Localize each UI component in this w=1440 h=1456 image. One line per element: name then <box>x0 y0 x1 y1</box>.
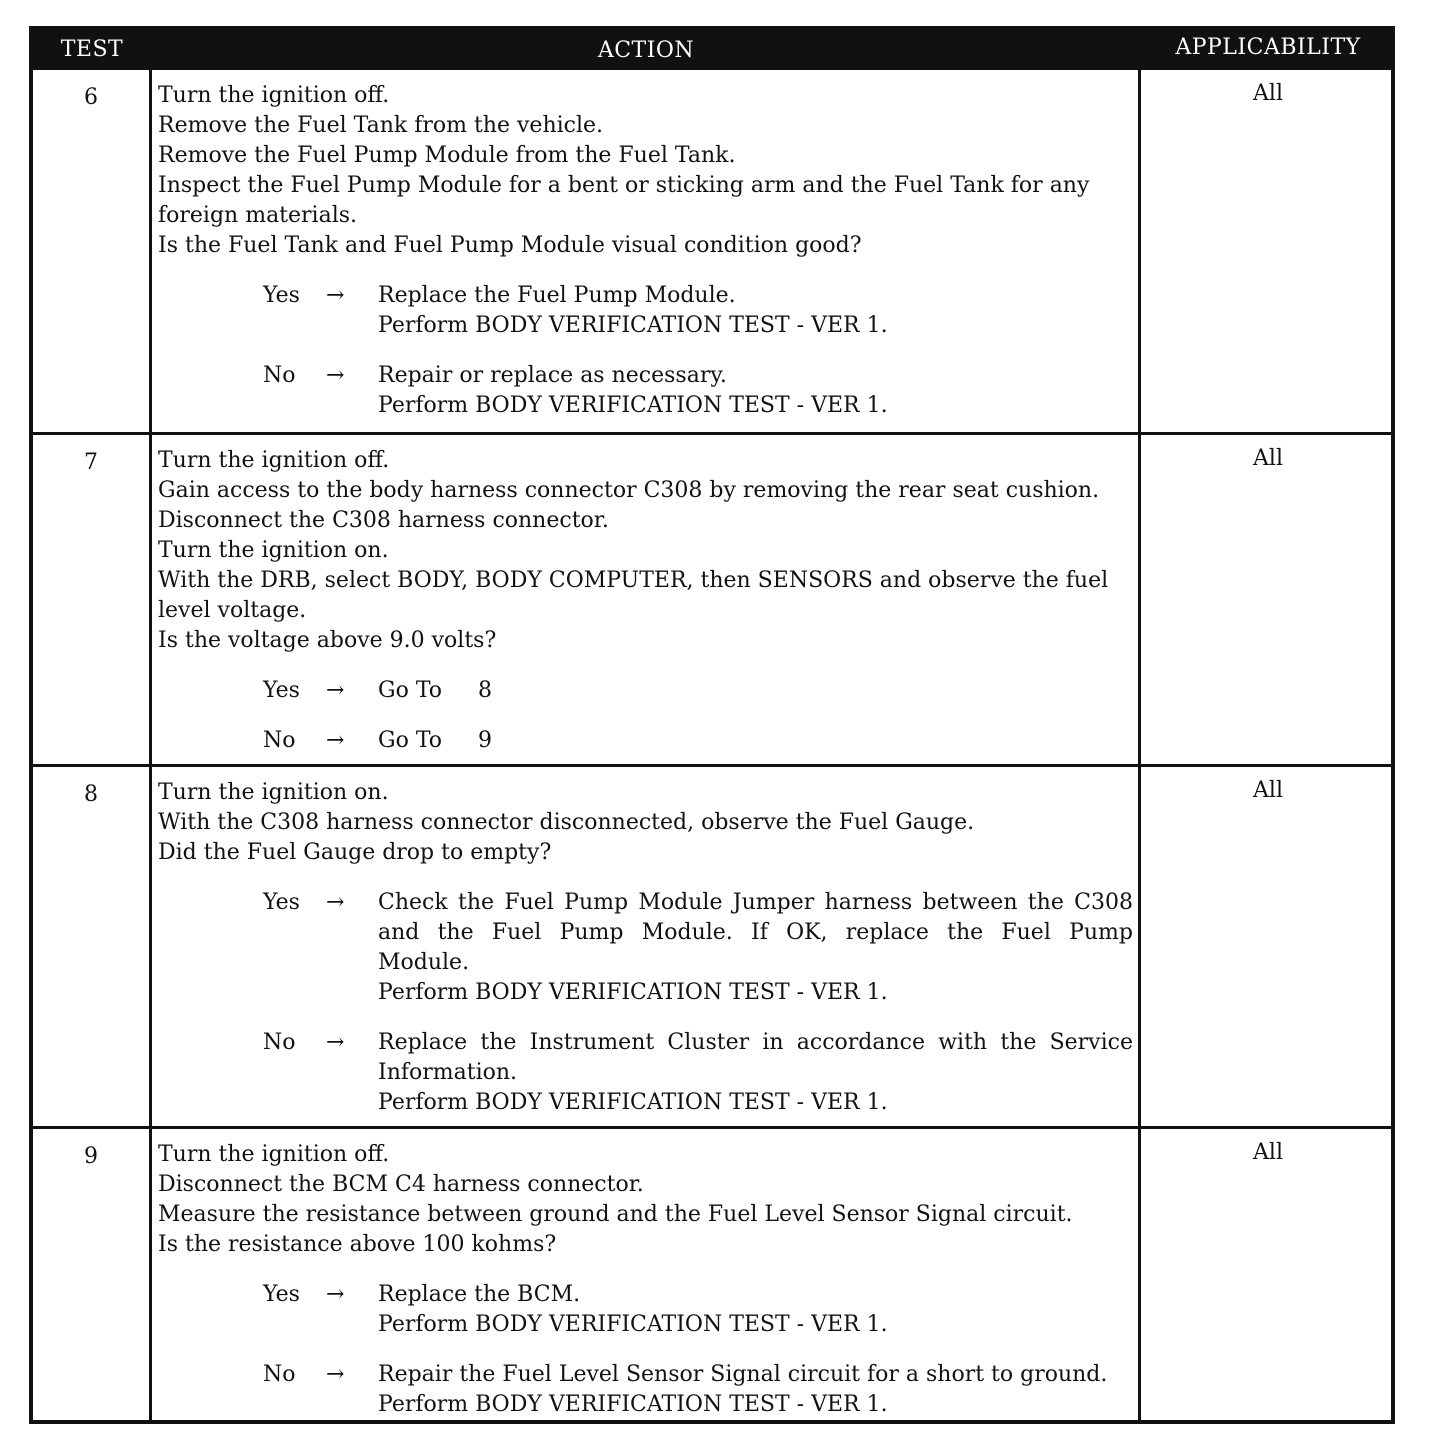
no-branch <box>158 361 1133 421</box>
no-branch <box>158 1028 1133 1118</box>
action-question: Is the Fuel Tank and Fuel Pump Module visual condition good? <box>158 233 862 258</box>
test-number: 8 <box>84 782 98 807</box>
no-action-line: Replace the Instrument Cluster in accordance with the Service <box>378 1030 1133 1055</box>
yes-action-line: Perform BODY VERIFICATION TEST - VER 1. <box>378 980 888 1005</box>
right-arrow-icon: → <box>326 728 345 753</box>
right-arrow-icon: → <box>326 1282 345 1307</box>
action-cell <box>158 446 1133 756</box>
action-step: Disconnect the BCM C4 harness connector. <box>158 1172 644 1197</box>
yes-label: Yes <box>263 678 300 703</box>
no-label: No <box>263 728 296 753</box>
yes-action-line: Check the Fuel Pump Module Jumper harness between the C308 <box>378 890 1133 915</box>
action-step: Measure the resistance between ground and the Fuel Level Sensor Signal circuit. <box>158 1202 1073 1227</box>
diagnostic-table <box>29 26 1395 1424</box>
no-goto <box>378 726 1133 756</box>
header-test: TEST <box>60 37 124 62</box>
right-arrow-icon: → <box>326 678 345 703</box>
action-step: Remove the Fuel Pump Module from the Fuel Tank. <box>158 143 736 168</box>
yes-action-line: Replace the BCM. <box>378 1282 581 1307</box>
action-step: Turn the ignition on. <box>158 538 389 563</box>
action-step: Inspect the Fuel Pump Module for a bent or sticking arm and the Fuel Tank for any foreign materials. <box>158 173 1090 228</box>
applicability-value: All <box>1253 81 1283 106</box>
test-row-7 <box>33 432 1391 764</box>
yes-branch <box>158 676 1133 706</box>
yes-action-line: Replace the Fuel Pump Module. <box>378 283 736 308</box>
test-row-6 <box>33 70 1391 432</box>
action-step: With the DRB, select BODY, BODY COMPUTER, then SENSORS and observe the fuel level voltage. <box>158 568 1109 623</box>
no-action-line: Perform BODY VERIFICATION TEST - VER 1. <box>378 393 888 418</box>
no-label: No <box>263 1030 296 1055</box>
test-row-8 <box>33 764 1391 1126</box>
table-header <box>33 30 1391 70</box>
right-arrow-icon: → <box>326 283 345 308</box>
action-step: Turn the ignition off. <box>158 1142 390 1167</box>
no-action-line: Repair or replace as necessary. <box>378 363 727 388</box>
action-cell <box>158 1140 1133 1420</box>
action-step: Remove the Fuel Tank from the vehicle. <box>158 113 604 138</box>
action-step: Turn the ignition off. <box>158 83 390 108</box>
yes-action-line: Perform BODY VERIFICATION TEST - VER 1. <box>378 313 888 338</box>
test-row-9 <box>33 1126 1391 1424</box>
yes-label: Yes <box>263 283 300 308</box>
yes-branch <box>158 281 1133 341</box>
no-action-line: Information. <box>378 1060 518 1085</box>
goto-target: 8 <box>478 678 492 703</box>
no-action-line: Perform BODY VERIFICATION TEST - VER 1. <box>378 1392 888 1417</box>
no-branch <box>158 726 1133 756</box>
test-number: 9 <box>84 1144 98 1169</box>
applicability-value: All <box>1253 1140 1283 1165</box>
yes-action-line: Perform BODY VERIFICATION TEST - VER 1. <box>378 1312 888 1337</box>
no-action-line: Perform BODY VERIFICATION TEST - VER 1. <box>378 1090 888 1115</box>
header-applicability: APPLICABILITY <box>1175 35 1361 60</box>
goto-label: Go To <box>378 678 443 703</box>
yes-action-line: Module. <box>378 950 470 975</box>
action-step: Disconnect the C308 harness connector. <box>158 508 609 533</box>
no-label: No <box>263 363 296 388</box>
action-question: Is the voltage above 9.0 volts? <box>158 628 497 653</box>
action-step: Turn the ignition on. <box>158 780 389 805</box>
yes-action-line: and the Fuel Pump Module. If OK, replace the Fuel Pump <box>378 920 1133 945</box>
right-arrow-icon: → <box>326 1362 345 1387</box>
goto-target: 9 <box>478 728 492 753</box>
yes-goto <box>378 676 1133 706</box>
right-arrow-icon: → <box>326 363 345 388</box>
right-arrow-icon: → <box>326 1030 345 1055</box>
action-step: Turn the ignition off. <box>158 448 390 473</box>
test-number: 7 <box>84 450 98 475</box>
action-cell <box>158 81 1133 421</box>
header-action: ACTION <box>597 38 695 63</box>
goto-label: Go To <box>378 728 443 753</box>
action-question: Is the resistance above 100 kohms? <box>158 1232 557 1257</box>
no-label: No <box>263 1362 296 1387</box>
action-step: Gain access to the body harness connector C308 by removing the rear seat cushion. <box>158 478 1100 503</box>
applicability-value: All <box>1253 446 1283 471</box>
yes-branch <box>158 888 1133 1008</box>
no-branch <box>158 1360 1133 1420</box>
yes-label: Yes <box>263 1282 300 1307</box>
right-arrow-icon: → <box>326 890 345 915</box>
yes-branch <box>158 1280 1133 1340</box>
action-step: With the C308 harness connector disconnected, observe the Fuel Gauge. <box>158 810 975 835</box>
action-cell <box>158 778 1133 1118</box>
applicability-value: All <box>1253 778 1283 803</box>
action-question: Did the Fuel Gauge drop to empty? <box>158 840 552 865</box>
test-number: 6 <box>84 85 98 110</box>
yes-label: Yes <box>263 890 300 915</box>
no-action-line: Repair the Fuel Level Sensor Signal circuit for a short to ground. <box>378 1362 1108 1387</box>
